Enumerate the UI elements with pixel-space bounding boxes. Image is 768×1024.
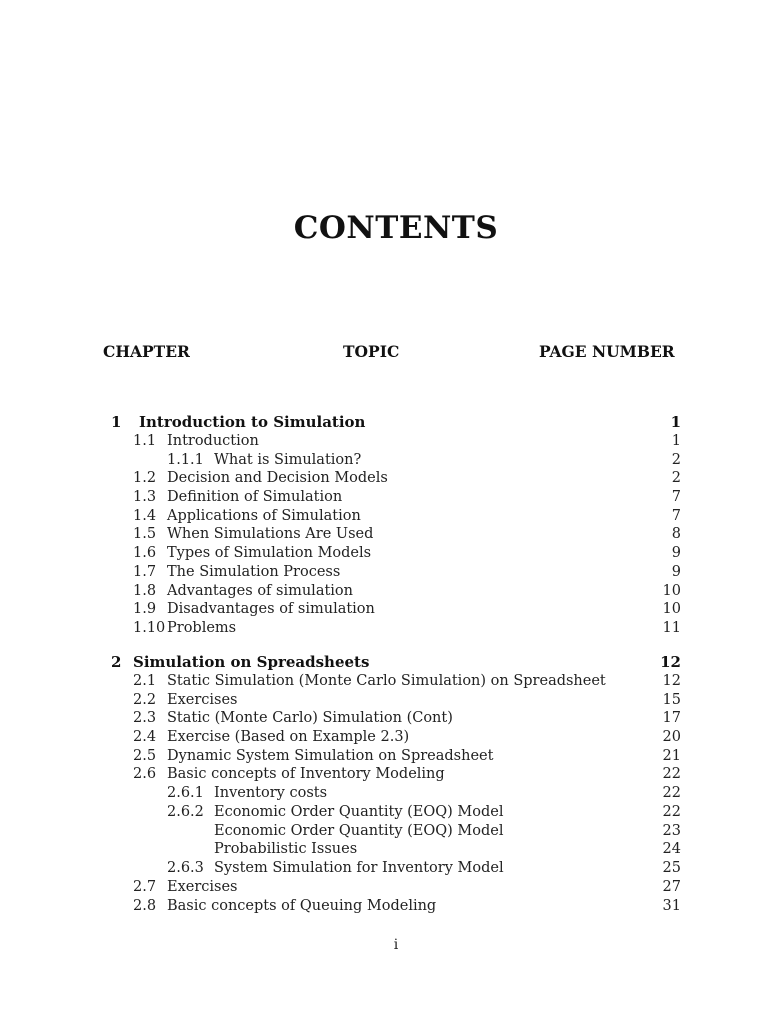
entry-number: 1.7 bbox=[133, 564, 157, 580]
entry-title: Applications of Simulation bbox=[167, 508, 361, 524]
entry-title: Definition of Simulation bbox=[167, 489, 343, 505]
entry-number: 2.6.2 bbox=[167, 804, 204, 820]
entry-page-number: 7 bbox=[671, 508, 681, 524]
entry-title: Disadvantages of simulation bbox=[167, 601, 375, 617]
entry-title: Types of Simulation Models bbox=[167, 545, 372, 561]
entry-title: Static Simulation (Monte Carlo Simulation) on Spreadsheet bbox=[167, 673, 606, 689]
entry-page-number: 22 bbox=[662, 766, 681, 782]
entry-title: Economic Order Quantity (EOQ) Model bbox=[214, 804, 504, 820]
entry-page-number: 25 bbox=[662, 860, 681, 876]
entry-number: 2.6.1 bbox=[167, 785, 204, 801]
entry-page-number: 24 bbox=[662, 841, 681, 857]
entry-number: 2.6 bbox=[133, 766, 157, 782]
entry-number: 2.1 bbox=[133, 673, 157, 689]
entry-number: 1.1.1 bbox=[167, 452, 204, 468]
entry-title: Exercises bbox=[167, 692, 238, 708]
page-number-footer: i bbox=[393, 937, 399, 953]
entry-number: 1.3 bbox=[133, 489, 157, 505]
entry-number: 1 bbox=[111, 413, 122, 431]
entry-number: 2.8 bbox=[133, 898, 157, 914]
entry-page-number: 22 bbox=[662, 785, 681, 801]
entry-number: 2.5 bbox=[133, 748, 157, 764]
entry-title: What is Simulation? bbox=[214, 452, 362, 468]
entry-number: 1.8 bbox=[133, 583, 157, 599]
entry-title: Simulation on Spreadsheets bbox=[133, 653, 370, 671]
entry-number: 1.1 bbox=[133, 433, 157, 449]
entry-number: 2 bbox=[111, 653, 122, 671]
entry-title: Advantages of simulation bbox=[167, 583, 354, 599]
entry-number: 1.2 bbox=[133, 470, 157, 486]
column-header-chapter: CHAPTER bbox=[103, 342, 190, 361]
entry-title: Basic concepts of Inventory Modeling bbox=[167, 766, 445, 782]
entry-page-number: 10 bbox=[662, 601, 681, 617]
entry-page-number: 7 bbox=[671, 489, 681, 505]
entry-title: Exercise (Based on Example 2.3) bbox=[167, 729, 410, 745]
entry-page-number: 23 bbox=[662, 823, 681, 839]
entry-title: Decision and Decision Models bbox=[167, 470, 388, 486]
entry-number: 2.3 bbox=[133, 710, 157, 726]
entry-page-number: 1 bbox=[670, 413, 681, 431]
entry-title: Inventory costs bbox=[214, 785, 328, 801]
entry-page-number: 10 bbox=[662, 583, 681, 599]
entry-number: 2.4 bbox=[133, 729, 157, 745]
entry-title: The Simulation Process bbox=[167, 564, 341, 580]
entry-page-number: 9 bbox=[671, 545, 681, 561]
entry-number: 1.6 bbox=[133, 545, 157, 561]
entry-page-number: 1 bbox=[671, 433, 681, 449]
entry-title: Dynamic System Simulation on Spreadsheet bbox=[167, 748, 494, 764]
entry-number: 1.5 bbox=[133, 526, 157, 542]
entry-title: Economic Order Quantity (EOQ) Model bbox=[214, 823, 504, 839]
entry-page-number: 17 bbox=[662, 710, 681, 726]
entry-page-number: 27 bbox=[662, 879, 681, 895]
entry-title: Probabilistic Issues bbox=[214, 841, 358, 857]
entry-title: Static (Monte Carlo) Simulation (Cont) bbox=[167, 710, 453, 726]
entry-number: 2.6.3 bbox=[167, 860, 204, 876]
entry-title: Problems bbox=[167, 620, 237, 636]
entry-page-number: 15 bbox=[662, 692, 681, 708]
entry-number: 2.2 bbox=[133, 692, 157, 708]
entry-title: Exercises bbox=[167, 879, 238, 895]
entry-title: Basic concepts of Queuing Modeling bbox=[167, 898, 437, 914]
entry-page-number: 12 bbox=[660, 653, 681, 671]
entry-title: System Simulation for Inventory Model bbox=[214, 860, 504, 876]
entry-page-number: 21 bbox=[662, 748, 681, 764]
entry-number: 1.9 bbox=[133, 601, 157, 617]
entry-page-number: 9 bbox=[671, 564, 681, 580]
entry-page-number: 11 bbox=[662, 620, 681, 636]
column-header-page-number: PAGE NUMBER bbox=[539, 342, 675, 361]
entry-page-number: 20 bbox=[662, 729, 681, 745]
page-title: CONTENTS bbox=[293, 210, 499, 246]
entry-page-number: 8 bbox=[671, 526, 681, 542]
entry-page-number: 2 bbox=[671, 452, 681, 468]
entry-title: Introduction bbox=[167, 433, 259, 449]
entry-number: 1.4 bbox=[133, 508, 157, 524]
entry-page-number: 2 bbox=[671, 470, 681, 486]
entry-title: When Simulations Are Used bbox=[167, 526, 374, 542]
entry-page-number: 31 bbox=[662, 898, 681, 914]
entry-number: 2.7 bbox=[133, 879, 157, 895]
entry-title: Introduction to Simulation bbox=[139, 413, 366, 431]
entry-number: 1.10 bbox=[133, 620, 166, 636]
entry-page-number: 12 bbox=[662, 673, 681, 689]
column-header-topic: TOPIC bbox=[343, 342, 400, 361]
entry-page-number: 22 bbox=[662, 804, 681, 820]
